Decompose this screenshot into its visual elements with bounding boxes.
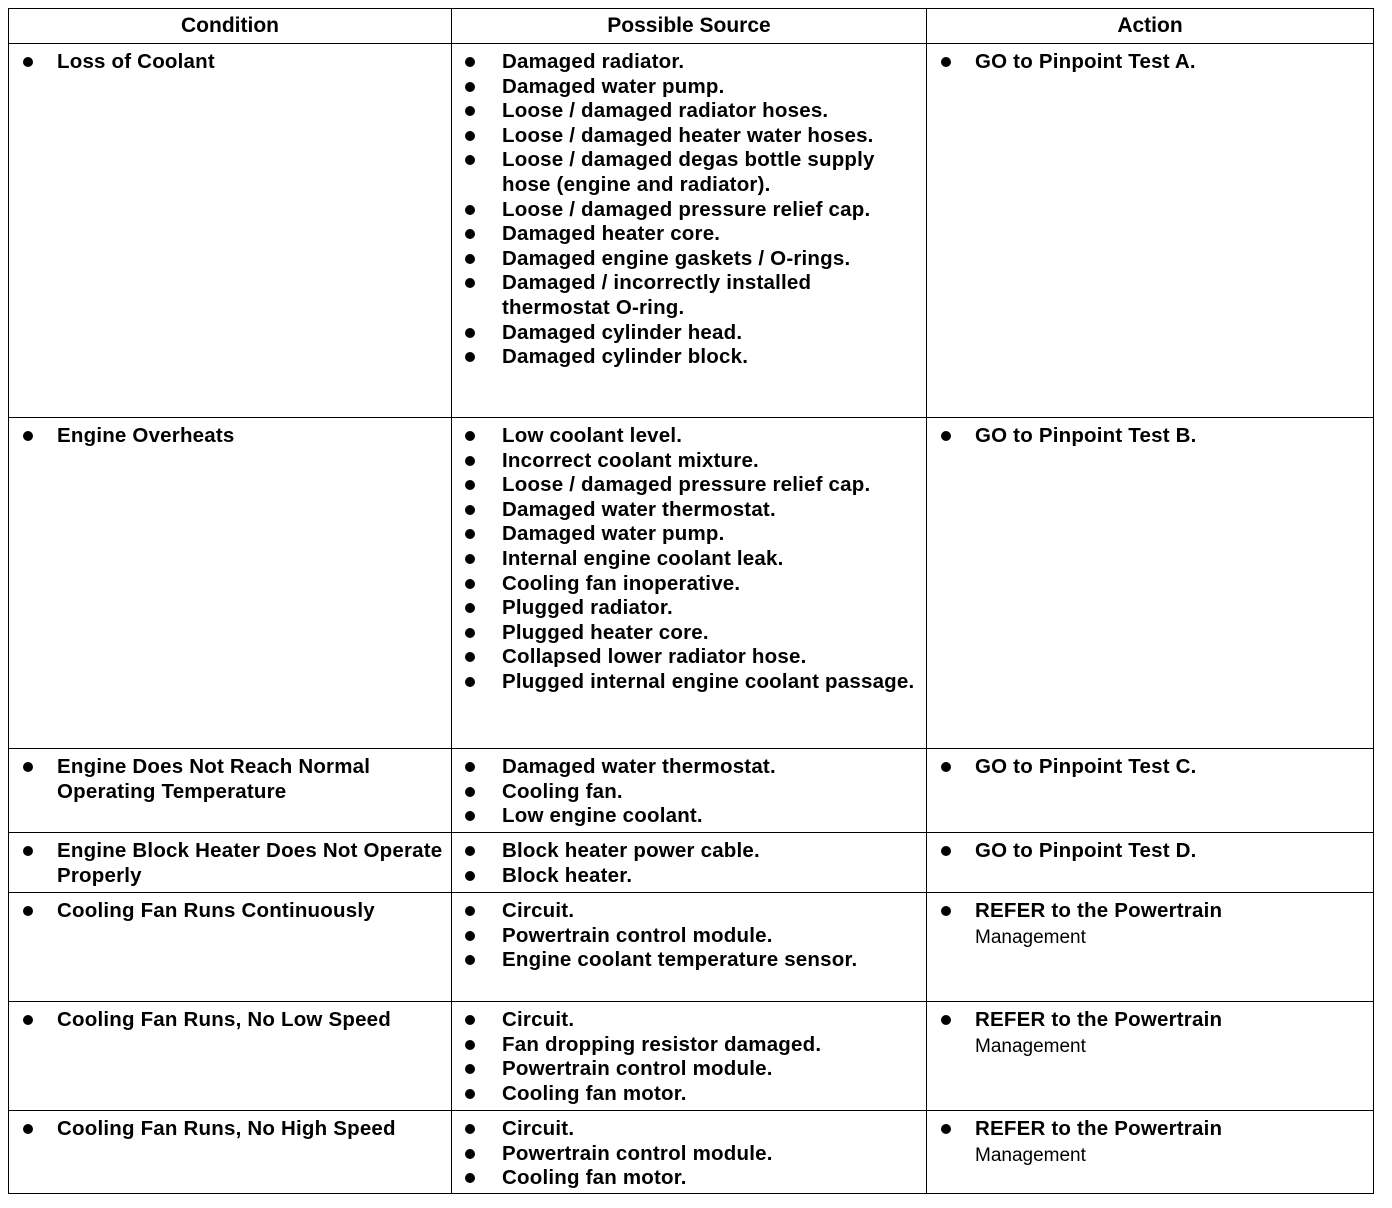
- source-text: Powertrain control module.: [502, 1057, 773, 1081]
- source-text: Damaged water pump.: [502, 522, 725, 546]
- action-cell: [927, 893, 1374, 1002]
- source-text: Damaged water thermostat.: [502, 497, 776, 521]
- action-text: GO to Pinpoint Test C.: [975, 755, 1197, 778]
- condition-text: Cooling Fan Runs Continuously: [57, 899, 375, 922]
- source-text: Fan dropping resistor damaged.: [502, 1032, 822, 1056]
- bullet-icon: [465, 431, 475, 441]
- header-row: [9, 9, 1374, 44]
- condition-item: [19, 1008, 443, 1033]
- bullet-icon: [465, 652, 475, 662]
- action-cell: [927, 1002, 1374, 1111]
- action-item: [937, 424, 1365, 449]
- source-text: Cooling fan inoperative.: [502, 571, 741, 595]
- bullet-icon: [465, 1124, 475, 1134]
- action-text: REFER to the Powertrain: [975, 1008, 1223, 1031]
- bullet-icon: [23, 1124, 33, 1134]
- source-item: [462, 755, 918, 780]
- bullet-icon: [465, 328, 475, 338]
- condition-text: Cooling Fan Runs, No Low Speed: [57, 1008, 391, 1031]
- source-item: [462, 864, 918, 889]
- table-row: [9, 1002, 1374, 1111]
- source-text: Circuit.: [502, 1008, 575, 1031]
- bullet-icon: [465, 931, 475, 941]
- source-text: Plugged internal engine coolant passage.: [502, 669, 915, 693]
- action-item: [937, 899, 1365, 952]
- condition-list: [19, 424, 443, 449]
- action-text: GO to Pinpoint Test A.: [975, 50, 1196, 73]
- action-item: [937, 755, 1365, 780]
- source-item: [462, 547, 918, 572]
- bullet-icon: [465, 205, 475, 215]
- source-item: [462, 522, 918, 547]
- action-item: [937, 1117, 1365, 1170]
- bullet-icon: [465, 1089, 475, 1099]
- source-text: Damaged engine gaskets / O-rings.: [502, 246, 851, 270]
- action-list: [937, 1008, 1365, 1061]
- source-text: Block heater power cable.: [502, 839, 760, 862]
- condition-cell: [9, 418, 452, 749]
- bullet-icon: [941, 1015, 951, 1025]
- source-item: [462, 222, 918, 247]
- bullet-icon: [941, 846, 951, 856]
- source-text: Incorrect coolant mixture.: [502, 448, 759, 472]
- action-list: [937, 50, 1365, 75]
- condition-list: [19, 1117, 443, 1142]
- bullet-icon: [23, 906, 33, 916]
- source-text: Cooling fan motor.: [502, 1081, 687, 1105]
- action-list: [937, 1117, 1365, 1170]
- action-text: GO to Pinpoint Test D.: [975, 839, 1197, 862]
- condition-list: [19, 839, 443, 888]
- table-row: [9, 418, 1374, 749]
- bullet-icon: [465, 352, 475, 362]
- source-text: Plugged radiator.: [502, 596, 673, 620]
- bullet-icon: [465, 1064, 475, 1074]
- bullet-icon: [465, 677, 475, 687]
- bullet-icon: [465, 787, 475, 797]
- condition-text: Engine Block Heater Does Not Operate Properly: [57, 839, 443, 887]
- table-row: [9, 893, 1374, 1002]
- bullet-icon: [941, 431, 951, 441]
- bullet-icon: [465, 254, 475, 264]
- condition-item: [19, 1117, 443, 1142]
- action-text: REFER to the Powertrain: [975, 1117, 1223, 1140]
- bullet-icon: [23, 762, 33, 772]
- bullet-icon: [465, 554, 475, 564]
- bullet-icon: [465, 762, 475, 772]
- source-text: Damaged heater core.: [502, 222, 721, 246]
- condition-item: [19, 899, 443, 924]
- condition-item: [19, 424, 443, 449]
- bullet-icon: [465, 906, 475, 916]
- condition-item: [19, 839, 443, 888]
- source-list: [462, 424, 918, 695]
- source-text: Damaged cylinder block.: [502, 345, 749, 369]
- source-text: Collapsed lower radiator hose.: [502, 645, 807, 669]
- action-item: [937, 50, 1365, 75]
- action-list: [937, 424, 1365, 449]
- source-text: Damaged / incorrectly installed thermostat O-ring.: [502, 271, 812, 319]
- diagnosis-table: [8, 8, 1374, 1194]
- possible-source-cell: [452, 418, 927, 749]
- possible-source-cell: [452, 893, 927, 1002]
- condition-list: [19, 1008, 443, 1033]
- source-text: Powertrain control module.: [502, 923, 773, 947]
- source-item: [462, 449, 918, 474]
- source-list: [462, 1008, 918, 1106]
- source-text: Loose / damaged heater water hoses.: [502, 123, 874, 147]
- source-item: [462, 1142, 918, 1167]
- action-cell: [927, 418, 1374, 749]
- source-text: Damaged water thermostat.: [502, 755, 776, 778]
- bullet-icon: [465, 278, 475, 288]
- source-item: [462, 124, 918, 149]
- source-item: [462, 198, 918, 223]
- condition-cell: [9, 1111, 452, 1194]
- action-text: GO to Pinpoint Test B.: [975, 424, 1197, 447]
- source-text: Plugged heater core.: [502, 620, 709, 644]
- bullet-icon: [465, 82, 475, 92]
- source-item: [462, 948, 918, 973]
- condition-cell: [9, 833, 452, 893]
- source-text: Powertrain control module.: [502, 1141, 773, 1165]
- bullet-icon: [465, 106, 475, 116]
- condition-text: Engine Overheats: [57, 424, 235, 447]
- source-list: [462, 50, 918, 370]
- source-text: Loose / damaged pressure relief cap.: [502, 197, 871, 221]
- possible-source-cell: [452, 749, 927, 833]
- condition-list: [19, 50, 443, 75]
- bullet-icon: [465, 1040, 475, 1050]
- condition-list: [19, 755, 443, 804]
- source-text: Loose / damaged degas bottle supply hose (engine and radiator).: [502, 148, 875, 196]
- bullet-icon: [23, 1015, 33, 1025]
- source-text: Internal engine coolant leak.: [502, 546, 784, 570]
- bullet-icon: [23, 846, 33, 856]
- bullet-icon: [465, 131, 475, 141]
- source-item: [462, 596, 918, 621]
- condition-cell: [9, 749, 452, 833]
- source-item: [462, 1117, 918, 1142]
- source-item: [462, 424, 918, 449]
- source-item: [462, 345, 918, 370]
- table-row: [9, 44, 1374, 418]
- source-text: Block heater.: [502, 863, 633, 887]
- source-item: [462, 804, 918, 829]
- source-item: [462, 75, 918, 100]
- source-item: [462, 670, 918, 695]
- source-item: [462, 839, 918, 864]
- action-item: [937, 839, 1365, 864]
- possible-source-cell: [452, 1111, 927, 1194]
- condition-cell: [9, 1002, 452, 1111]
- source-text: Low engine coolant.: [502, 804, 703, 828]
- possible-source-cell: [452, 1002, 927, 1111]
- action-text: REFER to the Powertrain: [975, 899, 1223, 922]
- source-text: Cooling fan.: [502, 779, 623, 803]
- source-text: Damaged water pump.: [502, 74, 725, 98]
- bullet-icon: [465, 579, 475, 589]
- header-possible-source: Possible Source: [452, 9, 927, 44]
- source-item: [462, 1057, 918, 1082]
- bullet-icon: [465, 505, 475, 515]
- source-item: [462, 247, 918, 272]
- bullet-icon: [941, 906, 951, 916]
- bullet-icon: [465, 871, 475, 881]
- bullet-icon: [465, 57, 475, 67]
- action-list: [937, 839, 1365, 864]
- action-subtext: Management: [975, 926, 1086, 948]
- bullet-icon: [465, 155, 475, 165]
- source-text: Loose / damaged pressure relief cap.: [502, 473, 871, 497]
- source-text: Cooling fan motor.: [502, 1166, 687, 1190]
- source-item: [462, 572, 918, 597]
- source-item: [462, 50, 918, 75]
- action-cell: [927, 833, 1374, 893]
- bullet-icon: [465, 229, 475, 239]
- source-item: [462, 99, 918, 124]
- source-item: [462, 924, 918, 949]
- bullet-icon: [465, 456, 475, 466]
- action-item: [937, 1008, 1365, 1061]
- source-item: [462, 621, 918, 646]
- possible-source-cell: [452, 833, 927, 893]
- source-item: [462, 473, 918, 498]
- header-action: Action: [927, 9, 1374, 44]
- source-list: [462, 839, 918, 888]
- source-item: [462, 1008, 918, 1033]
- source-list: [462, 899, 918, 973]
- bullet-icon: [465, 846, 475, 856]
- action-list: [937, 899, 1365, 952]
- condition-item: [19, 50, 443, 75]
- source-item: [462, 271, 918, 320]
- action-list: [937, 755, 1365, 780]
- source-text: Damaged cylinder head.: [502, 320, 743, 344]
- condition-text: Engine Does Not Reach Normal Operating Temperature: [57, 755, 371, 803]
- source-item: [462, 899, 918, 924]
- source-item: [462, 1033, 918, 1058]
- source-item: [462, 780, 918, 805]
- source-list: [462, 1117, 918, 1191]
- source-text: Loose / damaged radiator hoses.: [502, 99, 829, 123]
- bullet-icon: [23, 57, 33, 67]
- source-text: Engine coolant temperature sensor.: [502, 948, 858, 972]
- condition-cell: [9, 44, 452, 418]
- possible-source-cell: [452, 44, 927, 418]
- bullet-icon: [941, 1124, 951, 1134]
- bullet-icon: [465, 628, 475, 638]
- action-cell: [927, 1111, 1374, 1194]
- table-row: [9, 749, 1374, 833]
- header-condition: Condition: [9, 9, 452, 44]
- bullet-icon: [465, 1015, 475, 1025]
- source-item: [462, 1166, 918, 1191]
- bullet-icon: [465, 1173, 475, 1183]
- condition-text: Loss of Coolant: [57, 50, 215, 73]
- table-row: [9, 833, 1374, 893]
- source-item: [462, 645, 918, 670]
- bullet-icon: [465, 811, 475, 821]
- condition-item: [19, 755, 443, 804]
- bullet-icon: [465, 480, 475, 490]
- bullet-icon: [23, 431, 33, 441]
- source-item: [462, 1082, 918, 1107]
- action-cell: [927, 44, 1374, 418]
- table-row: [9, 1111, 1374, 1194]
- bullet-icon: [941, 57, 951, 67]
- action-subtext: Management: [975, 1144, 1086, 1166]
- condition-list: [19, 899, 443, 924]
- source-item: [462, 321, 918, 346]
- bullet-icon: [941, 762, 951, 772]
- bullet-icon: [465, 603, 475, 613]
- bullet-icon: [465, 529, 475, 539]
- source-list: [462, 755, 918, 829]
- action-subtext: Management: [975, 1035, 1086, 1057]
- table-body: [9, 44, 1374, 1194]
- source-item: [462, 498, 918, 523]
- source-text: Circuit.: [502, 899, 575, 922]
- source-text: Low coolant level.: [502, 424, 683, 447]
- source-item: [462, 148, 918, 197]
- source-text: Circuit.: [502, 1117, 575, 1140]
- action-cell: [927, 749, 1374, 833]
- source-text: Damaged radiator.: [502, 50, 685, 73]
- bullet-icon: [465, 1149, 475, 1159]
- condition-text: Cooling Fan Runs, No High Speed: [57, 1117, 396, 1140]
- bullet-icon: [465, 955, 475, 965]
- condition-cell: [9, 893, 452, 1002]
